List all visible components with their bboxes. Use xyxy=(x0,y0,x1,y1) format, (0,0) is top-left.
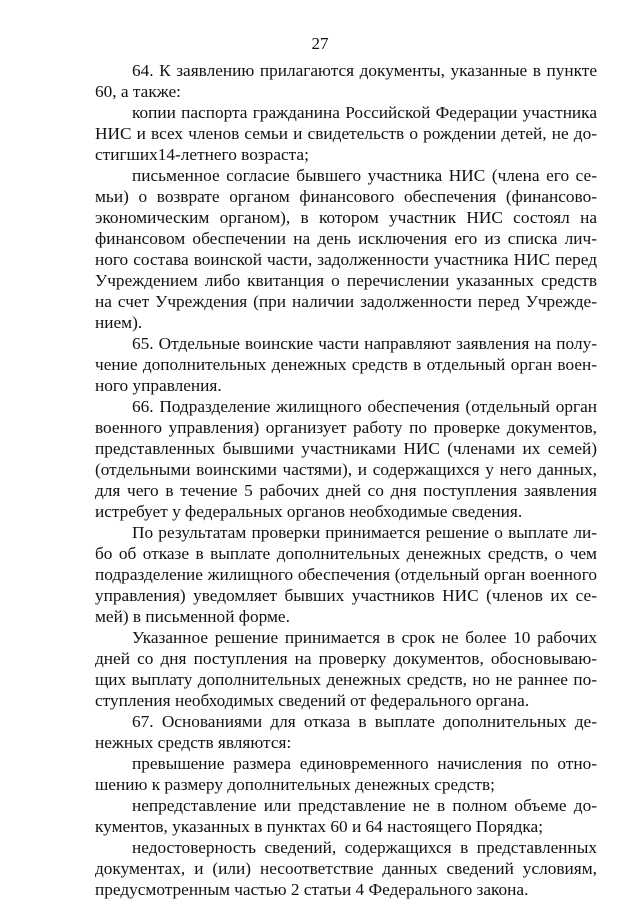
paragraph-passport-copies: копии паспорта гражданина Российской Федерации участника НИС и всех членов семьи и свидетельств о рождении детей, не достигших14-летнего возраста; xyxy=(95,103,597,164)
paragraph-refusal-documents: непредставление или представление не в полном объеме документов, указанных в пунктах 60 и 64 настоящего Порядка; xyxy=(95,796,597,836)
paragraph-refusal-inaccuracy: недостоверность сведений, содержащихся в представленных документах, и (или) несоответствие данных сведений условиям, предусмотренным частью 2 статьи 4 Федерального закона. xyxy=(95,838,597,899)
paragraph-64-intro: 64. К заявлению прилагаются документы, указанные в пункте 60, а также: xyxy=(95,61,597,101)
paragraph-decision-results: По результатам проверки принимается решение о выплате либо об отказе в выплате дополнительных денежных средств, о чем подразделение жилищного обеспечения (отдельный орган военного управления) уведомляет бывших участников НИС (членов их семей) в письменной форме. xyxy=(95,523,597,626)
paragraph-67-intro: 67. Основаниями для отказа в выплате дополнительных денежных средств являются: xyxy=(95,712,597,752)
paragraph-written-consent: письменное согласие бывшего участника НИС (члена его семьи) о возврате органом финансового обеспечения (финансово-экономическим органом), в котором участник НИС состоял на финансовом обеспечении на день исключения его из списка личного состава воинской части, задолженности участника НИС перед Учреждением либо квитанция о перечислении указанных средств на счет Учреждения (при наличии задолженности перед Учреждением). xyxy=(95,166,597,332)
page-number: 27 xyxy=(311,34,329,53)
paragraph-65: 65. Отдельные воинские части направляют заявления на получение дополнительных денежных средств в отдельный орган военного управления. xyxy=(95,334,597,395)
paragraph-decision-deadline: Указанное решение принимается в срок не более 10 рабочих дней со дня поступления на проверку документов, обосновывающих выплату дополнительных денежных средств, но не раннее поступления необходимых сведений от федерального органа. xyxy=(95,628,597,710)
paragraph-refusal-excess: превышение размера единовременного начисления по отношению к размеру дополнительных денежных средств; xyxy=(95,754,597,794)
paragraph-66: 66. Подразделение жилищного обеспечения (отдельный орган военного управления) организует работу по проверке документов, представленных бывшими участниками НИС (членами их семей) (отдельными воинскими частями), и содержащихся у него данных, для чего в течение 5 рабочих дней со дня поступления заявления истребует у федеральных органов необходимые сведения. xyxy=(95,397,597,521)
document-body xyxy=(95,60,597,900)
